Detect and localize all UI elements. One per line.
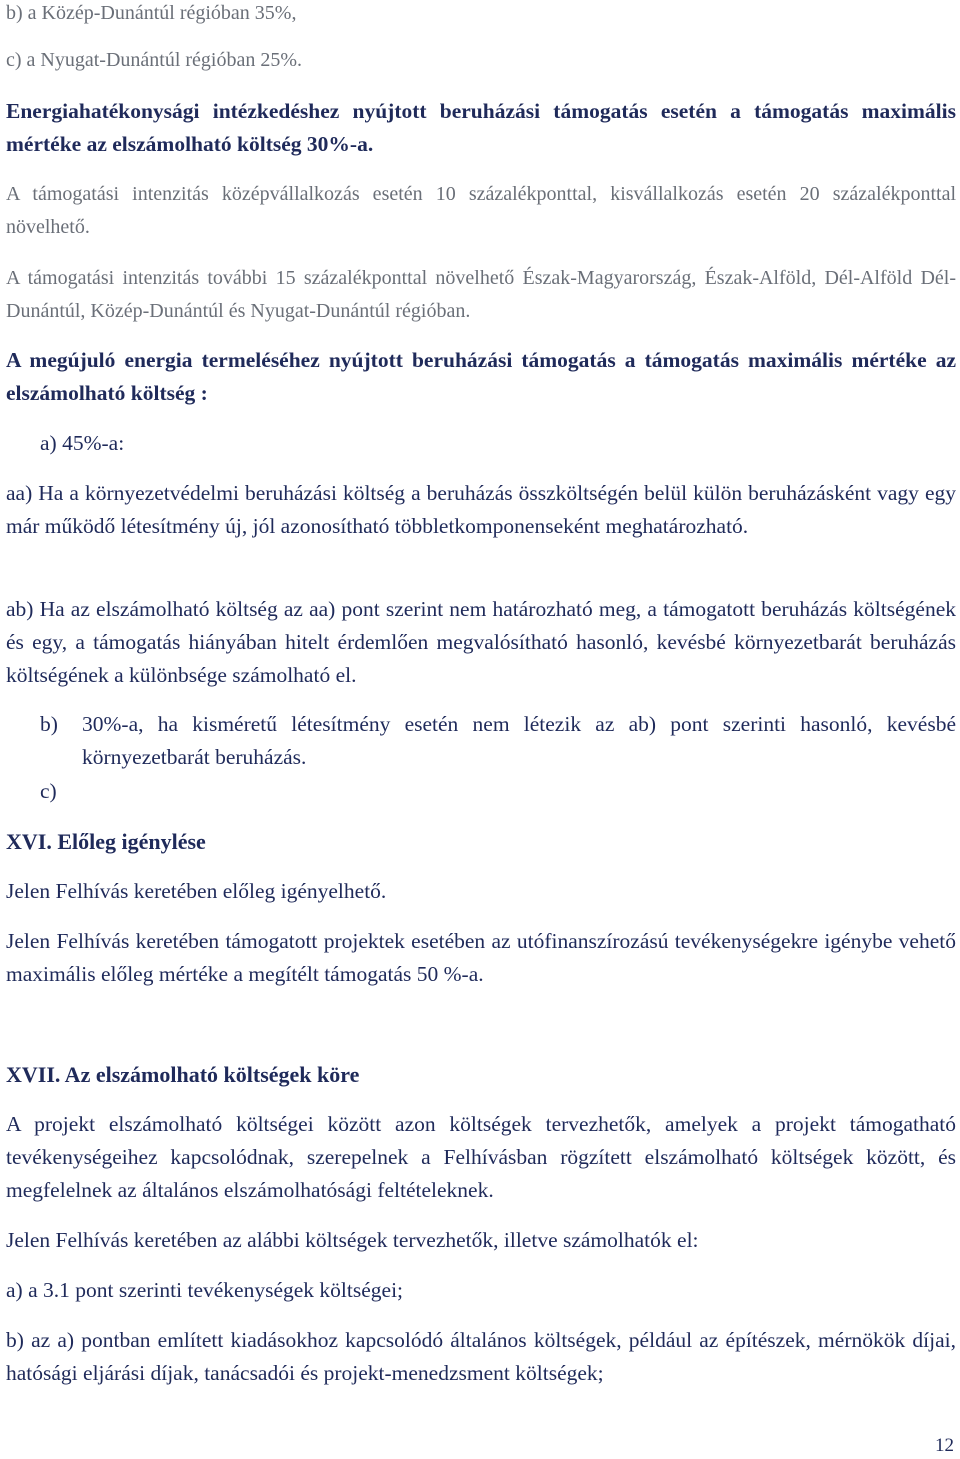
section-16-paragraph-2: Jelen Felhívás keretében támogatott projektek esetében az utófinanszírozású tevékenységekre igénybe vehető maximális előleg mértéke a megítélt támogatás 50 %-a. <box>6 929 956 986</box>
item-ab: ab) Ha az elszámolható költség az aa) pont szerint nem határozható meg, a támogatott beruházás költségének és egy, a támogatás hiányában hitelt érdemlően megvalósítható hasonló, kevésbé környezetbarát beruházás költségének a különbsége számolható el. <box>6 597 956 687</box>
item-c: c) <box>40 779 57 803</box>
intensity-paragraph-2: A támogatási intenzitás további 15 százalékponttal növelhető Észak-Magyarország, Észak-Alföld, Dél-Alföld Dél-Dunántúl, Közép-Dunántúl és Nyugat-Dunántúl régióban. <box>6 267 956 322</box>
list-item-c-region: c) a Nyugat-Dunántúl régióban 25%. <box>6 49 303 71</box>
item-a: a) 45%-a: <box>40 431 125 455</box>
page-number: 12 <box>935 1435 954 1456</box>
section-16-heading: XVI. Előleg igénylése <box>6 829 206 854</box>
section-17-item-b: b) az a) pontban említett kiadásokhoz kapcsolódó általános költségek, például az építészek, mérnökök díjai, hatósági eljárási díjak, tanácsadói és projekt-menedzsment költségek; <box>6 1328 956 1385</box>
section-16-paragraph-1: Jelen Felhívás keretében előleg igényelhető. <box>6 879 387 903</box>
section-17-item-a: a) a 3.1 pont szerinti tevékenységek költségei; <box>6 1278 404 1302</box>
list-item-b-region: b) a Közép-Dunántúl régióban 35%, <box>6 2 297 24</box>
renewable-energy-paragraph: A megújuló energia termeléséhez nyújtott beruházási támogatás a támogatás maximális mértéke az elszámolható költség : <box>6 348 956 405</box>
section-17-paragraph-2: Jelen Felhívás keretében az alábbi költségek tervezhetők, illetve számolhatók el: <box>6 1228 699 1252</box>
section-17-paragraph-1: A projekt elszámolható költségei között azon költségek tervezhetők, amelyek a projekt támogatható tevékenységeihez kapcsolódnak, szerepelnek a Felhívásban rögzített elszámolható költségek között, és megfelelnek az általános elszámolhatósági feltételeknek. <box>6 1112 956 1202</box>
energy-efficiency-paragraph: Energiahatékonysági intézkedéshez nyújtott beruházási támogatás esetén a támogatás maximális mértéke az elszámolható költség 30%-a. <box>6 99 956 156</box>
item-b-text: 30%-a, ha kisméretű létesítmény esetén nem létezik az ab) pont szerinti hasonló, kevésbé környezetbarát beruházás. <box>82 712 956 769</box>
item-b-label: b) <box>40 712 58 736</box>
section-17-heading: XVII. Az elszámolható költségek köre <box>6 1062 360 1087</box>
item-aa: aa) Ha a környezetvédelmi beruházási költség a beruházás összköltségén belül külön beruházásként vagy egy már működő létesítmény új, jól azonosítható többletkomponenseként meghatározható. <box>6 481 956 538</box>
intensity-paragraph-1: A támogatási intenzitás középvállalkozás esetén 10 százalékponttal, kisvállalkozás esetén 20 százalékponttal növelhető. <box>6 183 956 238</box>
item-b <box>40 708 956 774</box>
